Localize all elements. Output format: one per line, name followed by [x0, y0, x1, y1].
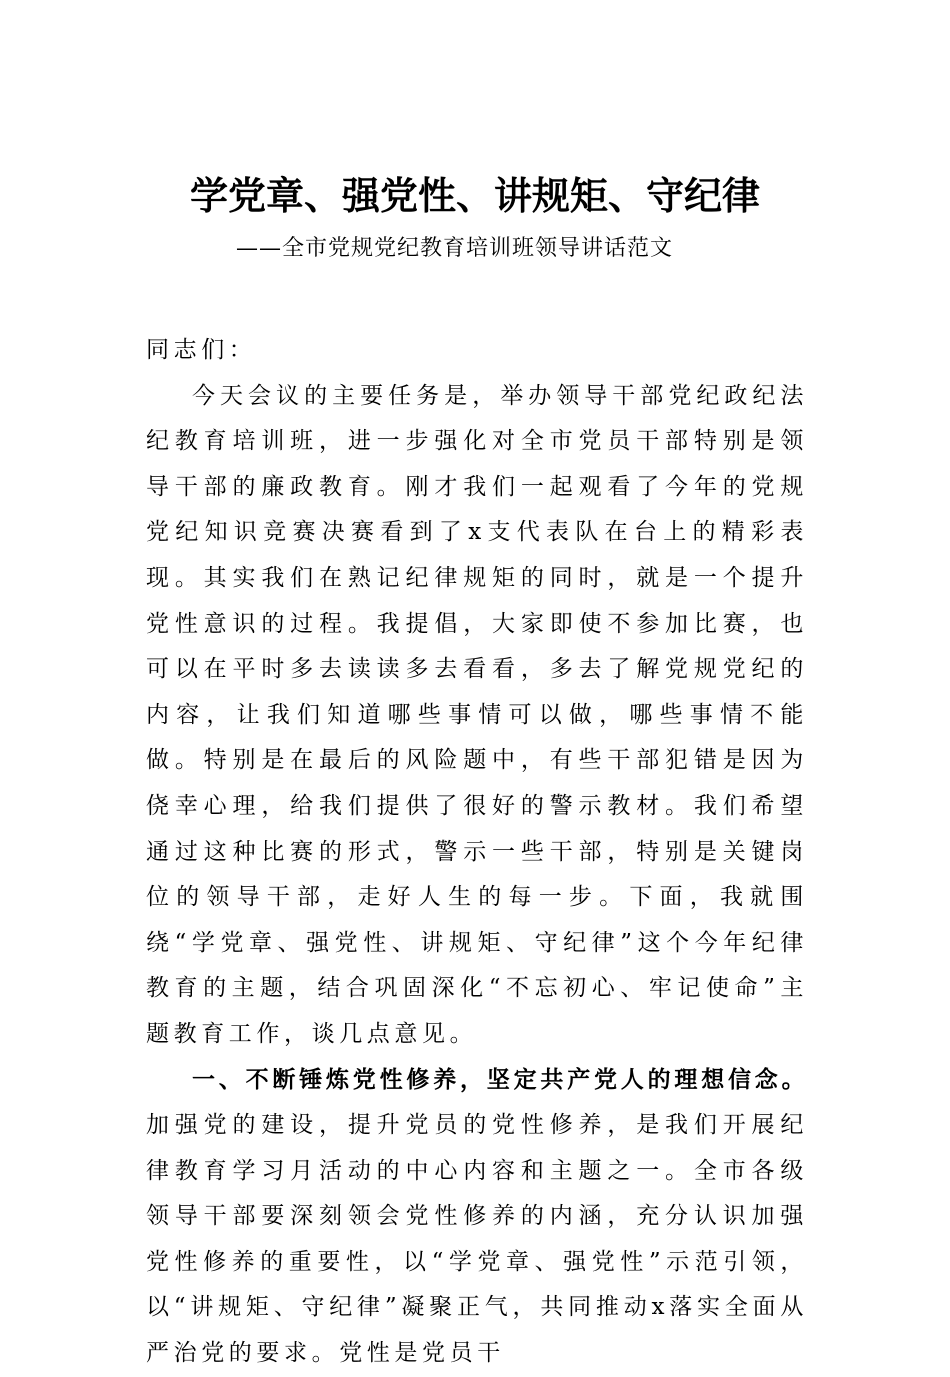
salutation: 同志们： — [146, 337, 257, 363]
paragraph-intro: 今天会议的主要任务是，举办领导干部党纪政纪法纪教育培训班，进一步强化对全市党员干部特别是领导干部的廉政教育。刚才我们一起观看了今年的党规党纪知识竞赛决赛看到了x支代表队在台上的精彩表现。其实我们在熟记纪律规矩的同时，就是一个提升党性意识的过程。我提倡，大家即使不参加比赛，也可以在平时多去读读多去看看，多去了解党规党纪的内容，让我们知道哪些事情可以做，哪些事情不能做。特别是在最后的风险题中，有些干部犯错是因为侥幸心理，给我们提供了很好的警示教材。我们希望通过这种比赛的形式，警示一些干部，特别是关键岗位的领导干部，走好人生的每一步。下面，我就围绕“学党章、强党性、讲规矩、守纪律”这个今年纪律教育的主题，结合巩固深化“不忘初心、牢记使命”主题教育工作，谈几点意见。 — [146, 382, 808, 1047]
document-subtitle: ——全市党规党纪教育培训班领导讲话范文 — [236, 236, 674, 261]
paragraph-section-1 — [146, 1058, 808, 1377]
section-1-heading: 一、不断锤炼党性修养，坚定共产党人的理想信念。 — [192, 1066, 808, 1093]
document-title: 学党章、强党性、讲规矩、守纪律 — [189, 174, 760, 218]
document-body — [146, 328, 808, 1377]
section-1-text: 加强党的建设，提升党员的党性修养，是我们开展纪律教育学习月活动的中心内容和主题之一。全市各级领导干部要深刻领会党性修养的内涵，充分认识加强党性修养的重要性，以“学党章、强党性”示范引领，以“讲规矩、守纪律”凝聚正气，共同推动x落实全面从严治党的要求。党性是党员干 — [146, 1112, 808, 1367]
